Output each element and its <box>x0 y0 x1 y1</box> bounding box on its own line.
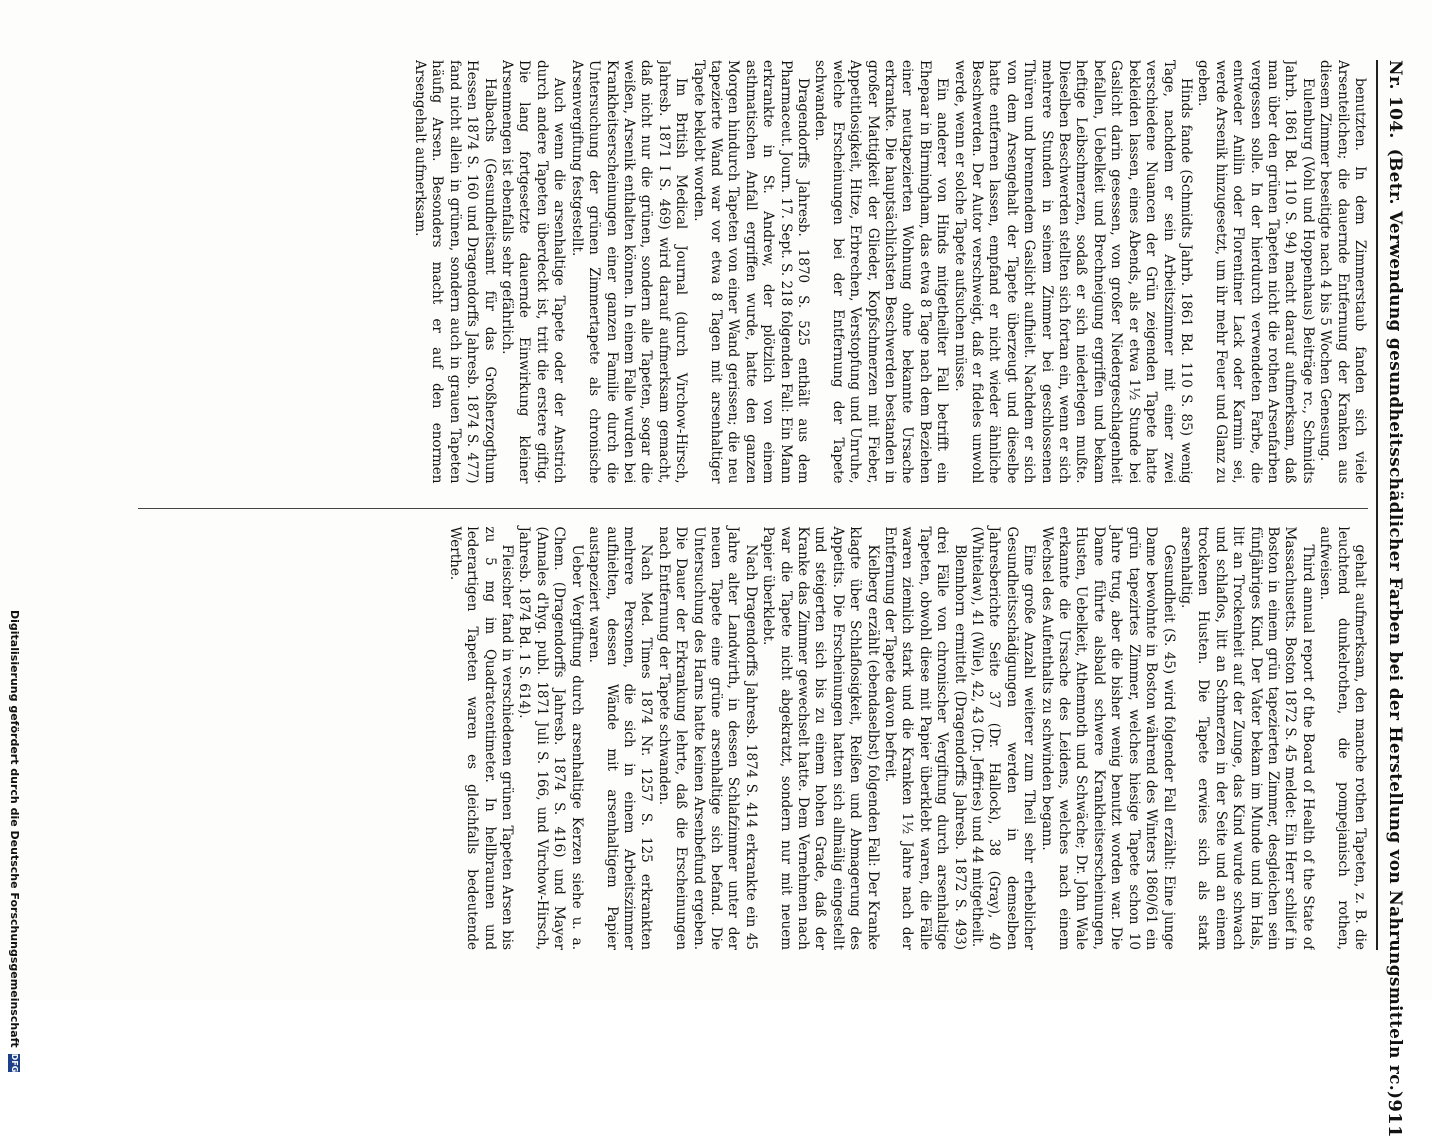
paragraph: Ein anderer von Hinds mitgetheilter Fall betrifft ein Ehepaar in Birmingham, das etwa 8 Tage nach dem Beziehen einer neutapezierten Wohnung ohne bekannte Ursache erkrankte. Die hauptsächlichsten Beschwerden bestanden in großer Mattigkeit der Glieder, Kopfschmerzen mit Fieber, Appetitlosigkeit, Hitze, Erbrechen, Verstopfung und Unruhe, welche Erscheinungen bei der Entfernung der Tapete schwanden. <box>812 60 951 484</box>
header-left <box>1385 60 1405 1099</box>
paragraph: Halbachs (Gesundheitsamt für das Großherzogthum Hessen 1874 S. 160 und Dragendorffs Jahresb. 1874 S. 477) fand nicht allein in grünen, sondern auch in grauen Tapeten häufig Arsen. Besonders macht er auf den enormen Arsengehalt aufmerksam. <box>412 60 498 484</box>
rotated-page-content <box>112 40 1412 1138</box>
paragraph: Nach Med. Times 1874 Nr. 1257 S. 125 erkrankten mehrere Personen, die sich in einem Arbeitszimmer aufhielten, dessen Wände mit arsenhaltigem Papier austapeziert waren. <box>586 526 655 950</box>
paragraph: Ueber Vergiftung durch arsenhaltige Kerzen siehe u. a. Chem. (Dragendorffs Jahresb. 1874 S. 416) und Mayer (Annales d'hyg. publ. 1871 Juli S. 166, und Virchow-Hirsch, Jahresb. 1874 Bd. 1 S. 614). <box>516 526 585 950</box>
paragraph: Third annual report of the Board of Health of the State of Massachusetts. Boston 1872 S. 45 meldet: Ein Herr schlief in Boston in einem grün tapezierten Zimmer, desgleichen sein fünfjähriges Kind. Der Vater bekam im Munde und im Hals, litt an Trockenheit auf der Zunge, das Kind wurde schwach und schlaflos, litt an Schmerzen in der Seite und an einem trockenen Husten. Die Tapete erwies sich als stark arsenhaltig. <box>1177 526 1316 950</box>
paragraph: Auch wenn die arsenhaltige Tapete oder der Anstrich durch andere Tapeten überdeckt ist, tritt die erstere giftig. Die lang fortgesetzte dauernde Einwirkung kleiner Arsenmengen ist ebenfalls sehr gefährlich. <box>499 60 568 484</box>
document-number: Nr. 104. <box>1385 60 1405 139</box>
paragraph: benutzten. In dem Zimmerstaub fanden sich viele Arsenteilchen; die dauernde Entfernung der Kranken aus diesem Zimmer beseitigte nach 4 bis 5 Wochen Genesung. <box>1317 60 1368 484</box>
paragraph: Im British Medical Journal (durch Virchow-Hirsch, Jahresb. 1871 I S. 469) wird darauf aufmerksam gemacht, daß nicht nur die grünen, sondern alle Tapeten, sogar die weißen, Arsenik enthalten können. In einem Falle wurden bei Krankheitserscheinungen einer ganzen Familie durch die Untersuchung der grünen Zimmertapete als chronische Arsenvergiftung festgestellt. <box>568 60 690 484</box>
digitization-credit <box>8 610 21 1072</box>
column-right <box>138 508 1368 951</box>
paragraph: Dragendorffs Jahresb. 1870 S. 525 enthält aus dem Pharmaceut. Journ. 17. Sept. S. 218 folgenden Fall: Ein Mann erkrankte in St. Andrew, der plötzlich von einem asthmatischen Anfall ergriffen wurde, hatte den ganzen Morgen hindurch Tapeten von einer Wand gerissen; die neu tapezierte Wand war vor etwa 8 Tagen mit arsenhaltiger Tapete beklebt worden. <box>690 60 811 484</box>
page-number: 911 <box>1384 1099 1406 1138</box>
credit-text: Digitalisierung gefördert durch die Deutsche Forschungsgemeinschaft <box>8 610 21 1048</box>
paragraph: gehalt aufmerksam, den manche rothen Tapeten, z. B. die leuchtend dunkelrothen, die pompejanisch rothen, aufweisen. <box>1317 526 1368 950</box>
page-title: (Betr. Verwendung gesundheitsschädlicher Farben bei der Herstellung von Nahrungsmitteln rc.) <box>1385 148 1405 1100</box>
text-columns <box>138 60 1368 950</box>
dfg-logo: DFG <box>10 1053 20 1073</box>
column-left <box>138 60 1368 484</box>
paragraph: Fleischer fand in verschiedenen grünen Tapeten Arsen bis zu 5 mg im Quadratcentimeter. In hellbraunen und lederartigen Tapeten waren es gleichfalls bedeutende Werthe. <box>446 526 516 950</box>
running-header <box>1376 60 1412 1138</box>
paragraph: Nach Dragendorffs Jahresb. 1874 S. 414 erkrankte ein 45 Jahre alter Landwirth, in dessen Schlafzimmer unter der neuen Tapete eine grüne arsenhaltige sich befand. Die Untersuchung des Harns hatte keinen Arsenbefund ergeben. Die Dauer der Erkrankung lehrte, daß die Erscheinungen nach Entfernung der Tapete schwanden. <box>655 526 759 950</box>
paragraph: Blennhorn ermittelt (Dragendorffs Jahresb. 1872 S. 493) drei Fälle von chronischer Vergiftung durch arsenhaltige Tapeten, obwohl diese mit Papier überklebt waren, die Fälle waren ziemlich stark und die Kranken 1½ Jahre nach der Entfernung der Tapete davon befreit. <box>882 526 968 950</box>
paragraph: Kielberg erzählt (ebendaselbst) folgenden Fall: Der Kranke klagte über Schlaflosigkeit, Reißen und Abmagerung des Appetits. Die Erscheinungen hatten sich allmälig eingestellt und steigerten sich bis zu einem hohen Grade, daß der Kranke das Zimmer gewechselt hatte. Dem Vernehmen nach war die Tapete nicht abgekratzt, sondern nur mit neuem Papier überklebt. <box>760 526 881 950</box>
paragraph: Eine große Anzahl weiterer zum Theil sehr erheblicher Gesundheitsschädigungen werden in demselben Jahresberichte Seite 37 (Dr. Hallock), 38 (Gray), 40 (Whitelaw), 41 (Wile), 42, 43 (Dr. Jeffries) und 44 mitgetheilt. <box>969 526 1038 950</box>
paragraph: Gesundheit (S. 45) wird folgender Fall erzählt: Eine junge Dame bewohnte in Boston während des Winters 1860/61 ein grün tapezirtes Zimmer, welches hiesige Tapete schon 10 Jahre trug, aber die bisher wenig benutzt worden war. Die Dame führte alsbald schwere Krankheitserscheinungen, Husten, Uebelkeit, Athemnoth und Schwäche; Dr. John Wale erkannte die Ursache des Leidens, welches nach einem Wechsel des Aufenthalts zu schwinden begann. <box>1038 526 1177 950</box>
paragraph: Hinds fande (Schmidts Jahrb. 1861 Bd. 110 S. 85) wenig Tage, nachdem er sein Arbeitszimmer mit einer zwei verschiedene Nuancen der Grün zeigenden Tapete hatte bekleiden lassen, eines Abends, als er etwa 1½ Stunde bei Gaslicht darin gesessen, von großer Niedergeschlagenheit befallen, Uebelkeit und Brechneigung ergriffen und bekam heftige Leibschmerzen, sodaß er sich niederlegen mußte. Dieselben Beschwerden stellten sich fortan ein, wenn er sich mehrere Stunden in seinem Zimmer bei geschlossenen Thüren und brennendem Gaslicht aufhielt. Nachdem er sich von dem Arsengehalt der Tapete überzeugt und dieselbe hatte entfernen lassen, empfand er nicht wieder ähnliche Beschwerden. Der Autor verschweigt, daß er fideles unwohl werde, wenn er solche Tapete aufsuchen müsse. <box>951 60 1194 484</box>
paragraph: Eulenburg (Vohl und Hoppenhaus) Beiträge rc., Schmidts Jahrb. 1861 Bd. 110 S. 94) macht darauf aufmerksam, daß man über den grünen Tapeten nicht die rothen Arsenfarben vergessen solle. In der hierdurch verwendeten Farbe, die entweder Anilin oder Florentiner Lack oder Karmin sei, werde Arsenik hinzugesetzt, um ihr mehr Feuer und Glanz zu geben. <box>1195 60 1316 484</box>
